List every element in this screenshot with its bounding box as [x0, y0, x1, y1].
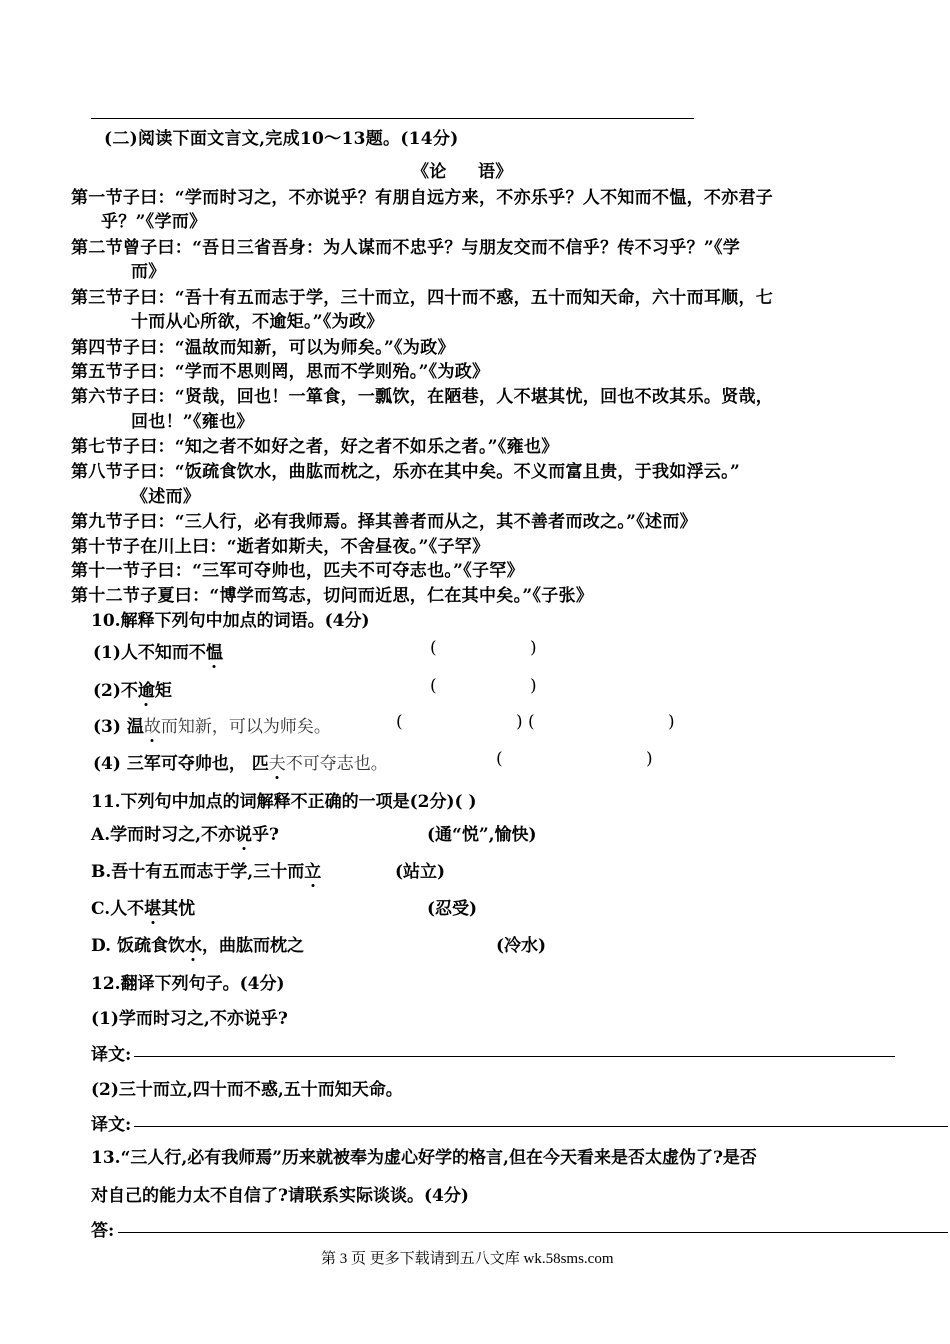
- q12-sentence-1: (1)学而时习之,不亦说乎?: [91, 1009, 288, 1029]
- q11-gloss-c: (忍受): [427, 899, 478, 919]
- section-heading: (二)阅读下面文言文,完成10～13题。(14分): [104, 129, 459, 149]
- passage-line: 第五节子曰：“学而不思则罔，思而不学则殆。”《为政》: [71, 362, 490, 382]
- dotted-char: 堪: [144, 894, 161, 919]
- passage-line: 第十一节子曰：“三军可夺帅也，匹夫不可夺志也。”《子罕》: [71, 561, 524, 581]
- answer-paren-mid: ) (: [516, 712, 535, 732]
- answer-paren-open: (: [396, 712, 403, 732]
- passage-title-left: 《论: [412, 162, 447, 182]
- q11-stem: 11.下列句中加点的词解释不正确的一项是(2分)( ): [91, 792, 477, 812]
- passage-line: 回也！”《雍也》: [131, 412, 254, 432]
- q12-sentence-2: (2)三十而立,四十而不惑,五十而知天命。: [91, 1080, 403, 1100]
- dotted-char: 故: [144, 712, 161, 737]
- top-rule: [91, 118, 694, 119]
- dotted-char: 说: [235, 820, 252, 845]
- q11-gloss-a: (通“悦”,愉快): [427, 825, 537, 845]
- passage-line: 第九节子曰：“三人行，必有我师焉。择其善者而从之，其不善者而改之。”《述而》: [71, 512, 697, 532]
- answer-paren-open: (: [430, 638, 437, 658]
- q11-option-c: C.人不堪其忧: [91, 894, 195, 919]
- q13-line-2: 对自己的能力太不自信了?请联系实际谈谈。(4分): [91, 1186, 469, 1206]
- passage-line: 第三节子曰：“吾十有五而志于学，三十而立，四十而不惑，五十而知天命，六十而耳顺，七: [71, 288, 774, 308]
- q10-item-3: (3) 温故而知新，可以为师矣。: [93, 712, 331, 737]
- passage-title-right: 语》: [478, 162, 513, 182]
- q11-option-d: D. 饭疏食饮水，曲肱而枕之: [91, 931, 304, 956]
- q11-option-b: B.吾十有五而志于学,三十而立: [91, 857, 321, 882]
- passage-line: 第二节曾子曰：“吾日三省吾身：为人谋而不忠乎？与朋友交而不信乎？传不习乎？”《学: [71, 238, 741, 258]
- passage-line: 十而从心所欲，不逾矩。”《为政》: [131, 312, 384, 332]
- passage-line: 第八节子曰：“饭疏食饮水，曲肱而枕之，乐亦在其中矣。不义而富且贵，于我如浮云。”: [71, 462, 741, 482]
- q11-gloss-b: (站立): [395, 862, 446, 882]
- answer-paren-close: ): [530, 638, 537, 658]
- dotted-char: 立: [304, 857, 321, 882]
- q12-label-2: 译文:: [91, 1115, 132, 1135]
- q13-label: 答:: [91, 1221, 115, 1241]
- passage-line: 《述而》: [131, 487, 201, 507]
- answer-line[interactable]: [118, 1232, 948, 1233]
- passage-line: 第十节子在川上曰：“逝者如斯夫，不舍昼夜。”《子罕》: [71, 537, 490, 557]
- q10-item-1: (1)人不知而不愠: [93, 638, 223, 663]
- dotted-char: 水: [185, 931, 202, 956]
- q11-option-a: A.学而时习之,不亦说乎?: [91, 820, 279, 845]
- passage-line: 而》: [131, 262, 166, 282]
- passage-line: 第七节子曰：“知之者不如好之者，好之者不如乐之者。”《雍也》: [71, 437, 559, 457]
- passage-line: 第一节子曰：“学而时习之，不亦说乎？有朋自远方来，不亦乐乎？人不知而不愠，不亦君子: [71, 188, 774, 208]
- q10-stem: 10.解释下列句中加点的词语。(4分): [91, 611, 370, 631]
- passage-line: 第六节子曰：“贤哉，回也！一箪食，一瓢饮，在陋巷，人不堪其忧，回也不改其乐。贤哉，: [71, 387, 774, 407]
- dotted-char: 夫: [269, 749, 286, 774]
- answer-line[interactable]: [134, 1126, 948, 1127]
- passage-line: 乎？”《学而》: [101, 212, 207, 232]
- dotted-char: 逾: [138, 676, 155, 701]
- passage-line: 第十二节子夏曰：“博学而笃志，切问而近思，仁在其中矣。”《子张》: [71, 586, 594, 606]
- dotted-char: 愠: [206, 638, 223, 663]
- passage-line: 第四节子曰：“温故而知新，可以为师矣。”《为政》: [71, 338, 455, 358]
- q12-stem: 12.翻译下列句子。(4分): [91, 974, 285, 994]
- q10-item-2: (2)不逾矩: [93, 676, 172, 701]
- answer-paren-close: ): [530, 676, 537, 696]
- answer-paren-open: (: [496, 749, 503, 769]
- answer-paren-open: (: [430, 676, 437, 696]
- answer-paren-close: ): [668, 712, 675, 732]
- q10-item-4: (4) 三军可夺帅也， 匹夫不可夺志也。: [93, 749, 388, 774]
- q12-label-1: 译文:: [91, 1045, 132, 1065]
- page-footer: 第 3 页 更多下载请到五八文库 wk.58sms.com: [321, 1251, 614, 1267]
- answer-line[interactable]: [134, 1056, 895, 1057]
- answer-paren-close: ): [646, 749, 653, 769]
- q11-gloss-d: (冷水): [496, 936, 547, 956]
- q13-line-1: 13.“三人行,必有我师焉”历来就被奉为虚心好学的格言,但在今天看来是否太虚伪了?是否: [91, 1148, 757, 1168]
